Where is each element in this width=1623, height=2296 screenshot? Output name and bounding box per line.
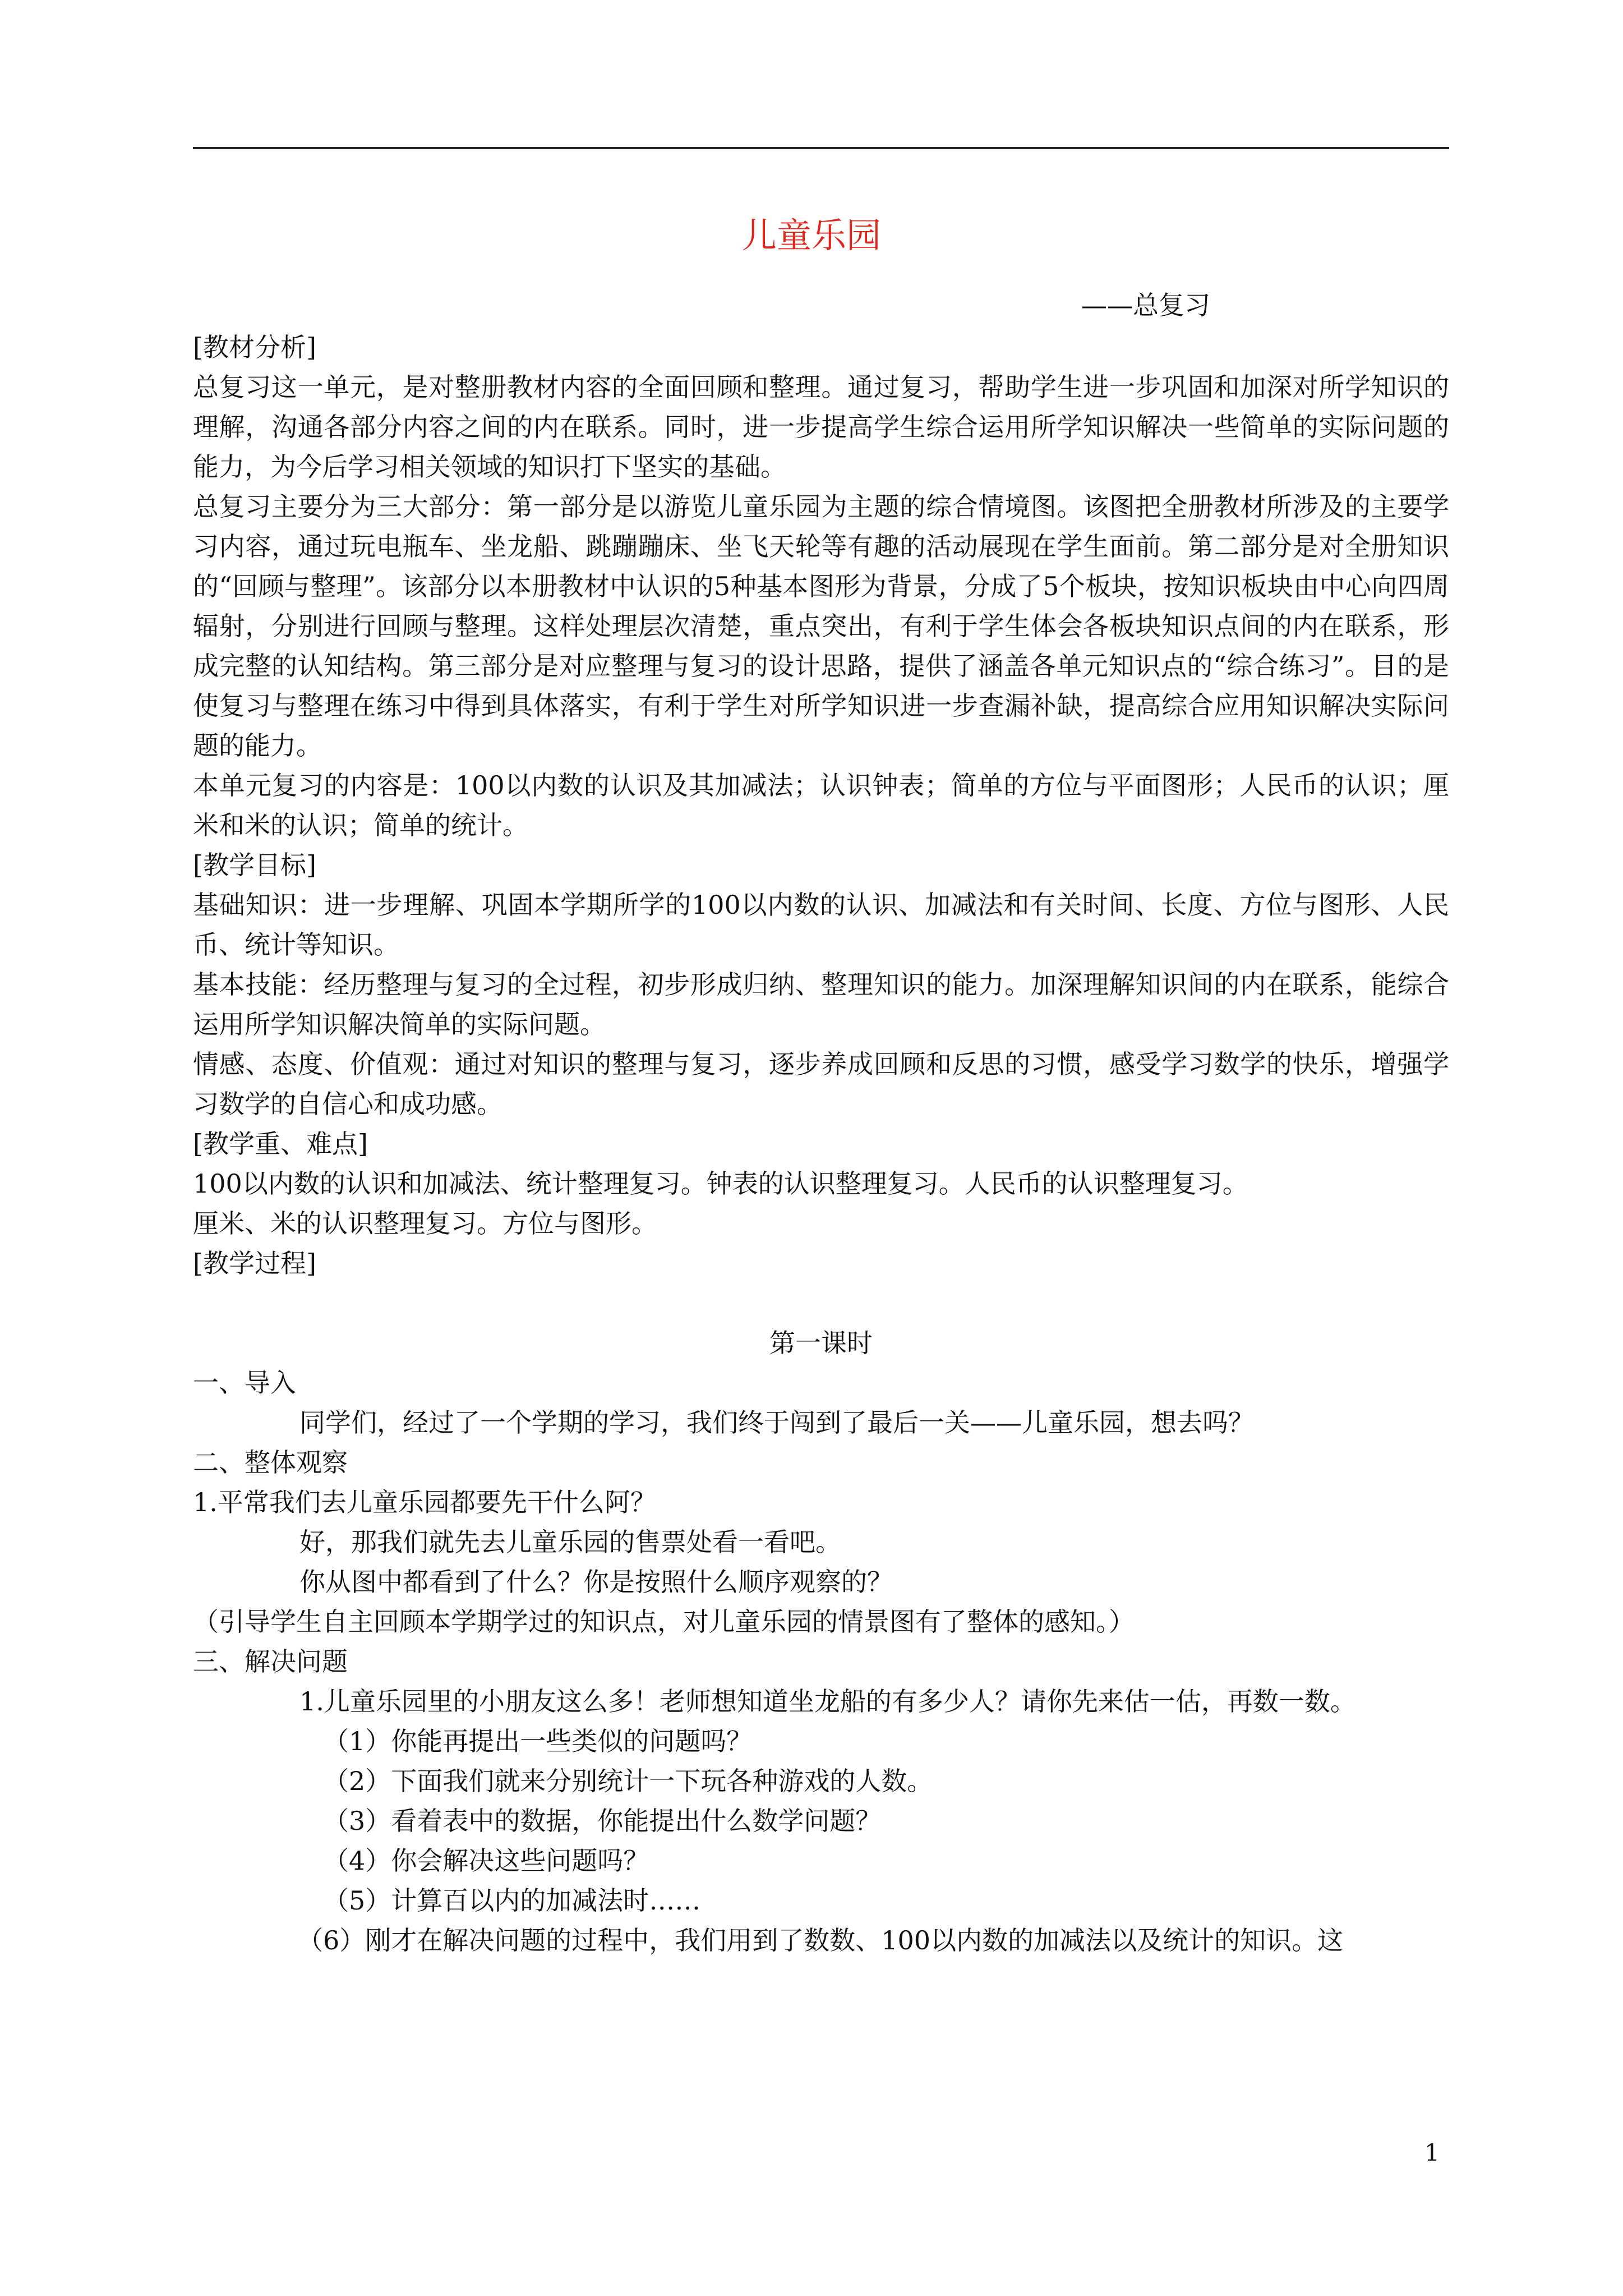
paragraph: 本单元复习的内容是：100以内数的认识及其加减法；认识钟表；简单的方位与平面图形；人民币的认识；厘米和米的认识；简单的统计。 (193, 770, 1449, 840)
section-heading-key-points: [教学重、难点] (193, 1129, 368, 1159)
document-title: 儿童乐园 (741, 215, 881, 256)
section-heading-process: [教学过程] (193, 1248, 316, 1278)
paragraph: 厘米、米的认识整理复习。方位与图形。 (193, 1208, 657, 1239)
paragraph: 1.平常我们去儿童乐园都要先干什么阿？ (193, 1487, 656, 1517)
step-heading: 二、整体观察 (193, 1447, 348, 1478)
document-body (193, 328, 1449, 1961)
paragraph: 总复习这一单元，是对整册教材内容的全面回顾和整理。通过复习，帮助学生进一步巩固和加深对所学知识的理解，沟通各部分内容之间的内在联系。同时，进一步提高学生综合运用所学知识解决一些简单的实际问题的能力，为今后学习相关领域的知识打下坚实的基础。 (193, 372, 1449, 482)
step-heading: 一、导入 (193, 1368, 296, 1398)
list-item: （4）你会解决这些问题吗？ (323, 1846, 649, 1876)
step-heading: 三、解决问题 (193, 1646, 348, 1677)
paragraph: 好，那我们就先去儿童乐园的售票处看一看吧。 (299, 1527, 841, 1557)
paragraph: 情感、态度、价值观：通过对知识的整理与复习，逐步养成回顾和反思的习惯，感受学习数学的快乐，增强学习数学的自信心和成功感。 (193, 1049, 1449, 1119)
paragraph: 基本技能：经历整理与复习的全过程，初步形成归纳、整理知识的能力。加深理解知识间的内在联系，能综合运用所学知识解决简单的实际问题。 (193, 969, 1449, 1039)
paragraph: 1.儿童乐园里的小朋友这么多！老师想知道坐龙船的有多少人？请你先来估一估，再数一数。 (299, 1686, 1356, 1717)
list-item: （2）下面我们就来分别统计一下玩各种游戏的人数。 (323, 1766, 933, 1796)
list-item: （1）你能再提出一些类似的问题吗？ (323, 1726, 753, 1756)
document-subtitle: ——总复习 (1081, 290, 1210, 320)
section-heading-analysis: [教材分析] (193, 332, 316, 362)
page-number: 1 (1424, 2139, 1440, 2166)
section-heading-goals: [教学目标] (193, 850, 316, 880)
list-item: （6）刚才在解决问题的过程中，我们用到了数数、100以内数的加减法以及统计的知识。这 (297, 1925, 1344, 1955)
paragraph: 你从图中都看到了什么？你是按照什么顺序观察的？ (299, 1567, 893, 1597)
header-rule (193, 147, 1449, 149)
list-item: （5）计算百以内的加减法时…… (323, 1885, 701, 1916)
paragraph: 基础知识：进一步理解、巩固本学期所学的100以内数的认识、加减法和有关时间、长度、方位与图形、人民币、统计等知识。 (193, 890, 1449, 960)
paragraph: （引导学生自主回顾本学期学过的知识点，对儿童乐园的情景图有了整体的感知。） (193, 1607, 1135, 1637)
lesson-title: 第一课时 (769, 1328, 873, 1358)
paragraph: 总复习主要分为三大部分：第一部分是以游览儿童乐园为主题的综合情境图。该图把全册教材所涉及的主要学习内容，通过玩电瓶车、坐龙船、跳蹦蹦床、坐飞天轮等有趣的活动展现在学生面前。第二部分是对全册知识的“回顾与整理”。该部分以本册教材中认识的5种基本图形为背景，分成了5个板块，按知识板块由中心向四周辐射，分别进行回顾与整理。这样处理层次清楚，重点突出，有利于学生体会各板块知识点间的内在联系，形成完整的认知结构。第三部分是对应整理与复习的设计思路，提供了涵盖各单元知识点的“综合练习”。目的是使复习与整理在练习中得到具体落实，有利于学生对所学知识进一步查漏补缺，提高综合应用知识解决实际问题的能力。 (193, 491, 1449, 761)
paragraph: 100以内数的认识和加减法、统计整理复习。钟表的认识整理复习。人民币的认识整理复习。 (193, 1168, 1248, 1199)
list-item: （3）看着表中的数据，你能提出什么数学问题？ (323, 1806, 882, 1836)
paragraph: 同学们，经过了一个学期的学习，我们终于闯到了最后一关——儿童乐园，想去吗？ (299, 1407, 1254, 1438)
